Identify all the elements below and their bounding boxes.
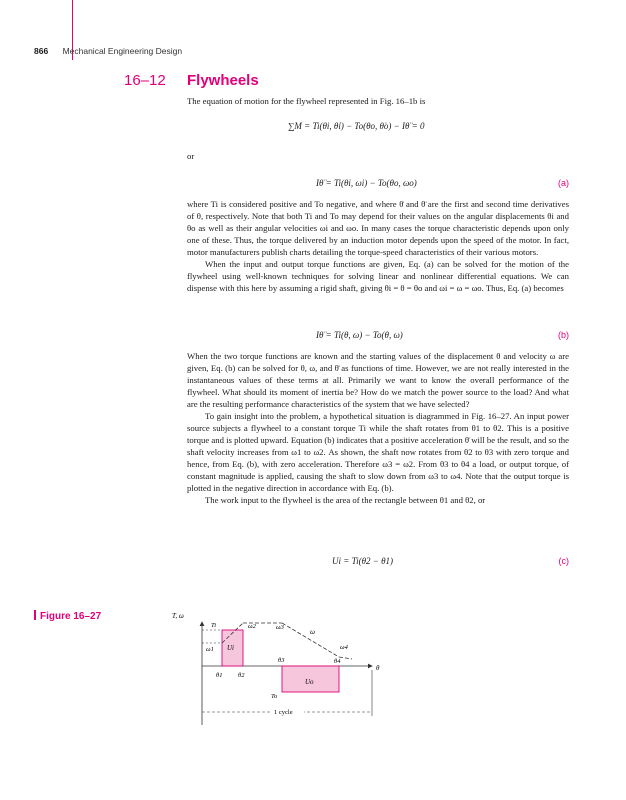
label-ti: Ti [211, 622, 217, 629]
label-theta4: θ4 [334, 658, 341, 665]
running-header [34, 46, 182, 56]
equation-c: Ui = Ti(θ2 − θ1) [332, 556, 393, 566]
x-axis-label: θ [376, 664, 380, 672]
page-number: 866 [34, 46, 49, 56]
intro-text: The equation of motion for the flywheel represented in Fig. 16–1b is [187, 96, 426, 106]
paragraph-4-text: To gain insight into the problem, a hypothetical situation is diagrammed in Fig. 16–27. An input power source subjects a flywheel to a constant torque Ti while the shaft rotates from θ1 to θ2. This is a positive torque and is plotted upward. Equation (b) indicates that a positive acceleration θ̈ will be the result, and so the shaft velocity increases from ω1 to ω2. As shown, the shaft now rotates from θ2 to θ3 with zero torque and hence, from Eq. (b), with zero acceleration. Therefore ω3 = ω2. From θ3 to θ4 a load, or output torque, of constant magnitude is applied, causing the shaft to slow down from ω3 to ω4. Note that the output torque is plotted in the negative direction in accordance with Eq. (b). [187, 411, 569, 493]
section-title: Flywheels [187, 72, 259, 89]
paragraph-2 [187, 350, 569, 506]
equation-a: Iθ̈ = Ti(θi, ωi) − To(θo, ωo) [316, 178, 417, 188]
label-to: To [271, 693, 278, 700]
paragraph-1 [187, 198, 569, 294]
paragraph-2-text: When the input and output torque functions are given, Eq. (a) can be solved for the motion of the flywheel using well-known techniques for solving linear and nonlinear differential equations. We can dispense with this here by assuming a rigid shaft, giving θi = θ = θo and ωi = ω = ωo. Thus, Eq. (a) becomes [187, 259, 569, 293]
label-omega2: ω2 [248, 623, 256, 630]
label-theta1: θ1 [216, 672, 223, 679]
equation-a-tag: (a) [558, 178, 569, 188]
equation-sum: ∑M = Ti(θi, θ̇i) − To(θo, θ̇o) − Iθ̈ = 0 [288, 121, 425, 131]
book-title: Mechanical Engineering Design [62, 46, 183, 56]
equation-c-tag: (c) [558, 556, 569, 566]
or-word: or [187, 151, 195, 161]
y-axis-label: T, ω [172, 612, 184, 620]
label-theta3: θ3 [278, 657, 285, 664]
paragraph-3-text: When the two torque functions are known and the starting values of the displacement θ and velocity ω are given, Eq. (b) can be solved for θ, ω, and θ̈ as functions of time. However, we are not really interested in the instantaneous values of these terms at all. Primarily we want to know the overall performance of the flywheel. What should its moment of inertia be? How do we match the power source to the load? And what are the resulting performance characteristics of the system that we have selected? [187, 351, 569, 409]
section-number: 16–12 [124, 72, 166, 89]
label-omega: ω [310, 628, 315, 636]
figure-16-27 [0, 600, 626, 800]
label-omega4: ω4 [340, 644, 348, 651]
label-ui: Ui [227, 644, 234, 652]
label-theta2: θ2 [238, 672, 245, 679]
omega-curve-tail [339, 657, 352, 659]
label-omega3: ω3 [276, 624, 284, 631]
label-omega1: ω1 [206, 646, 214, 653]
label-uo: Uo [305, 678, 314, 686]
equation-b-tag: (b) [558, 330, 569, 340]
paragraph-5-text: The work input to the flywheel is the area of the rectangle between θ1 and θ2, or [205, 495, 486, 505]
paragraph-1-text: where Ti is considered positive and To negative, and where θ̇ and θ̈ are the first and second time derivatives of θ, respectively. Note that both Ti and To may depend for their values on the angular displacements θi and θo as well as their angular velocities ωi and ωo. In many cases the torque characteristic depends upon only one of these. Thus, the torque delivered by an induction motor depends upon the speed of the motor. In fact, motor manufacturers publish charts detailing the torque-speed characteristics of their various motors. [187, 199, 569, 257]
equation-b: Iθ̈ = Ti(θ, ω) − To(θ, ω) [316, 330, 403, 340]
figure-label-text: Figure 16–27 [40, 611, 102, 622]
cycle-label: 1 cycle [274, 709, 293, 716]
